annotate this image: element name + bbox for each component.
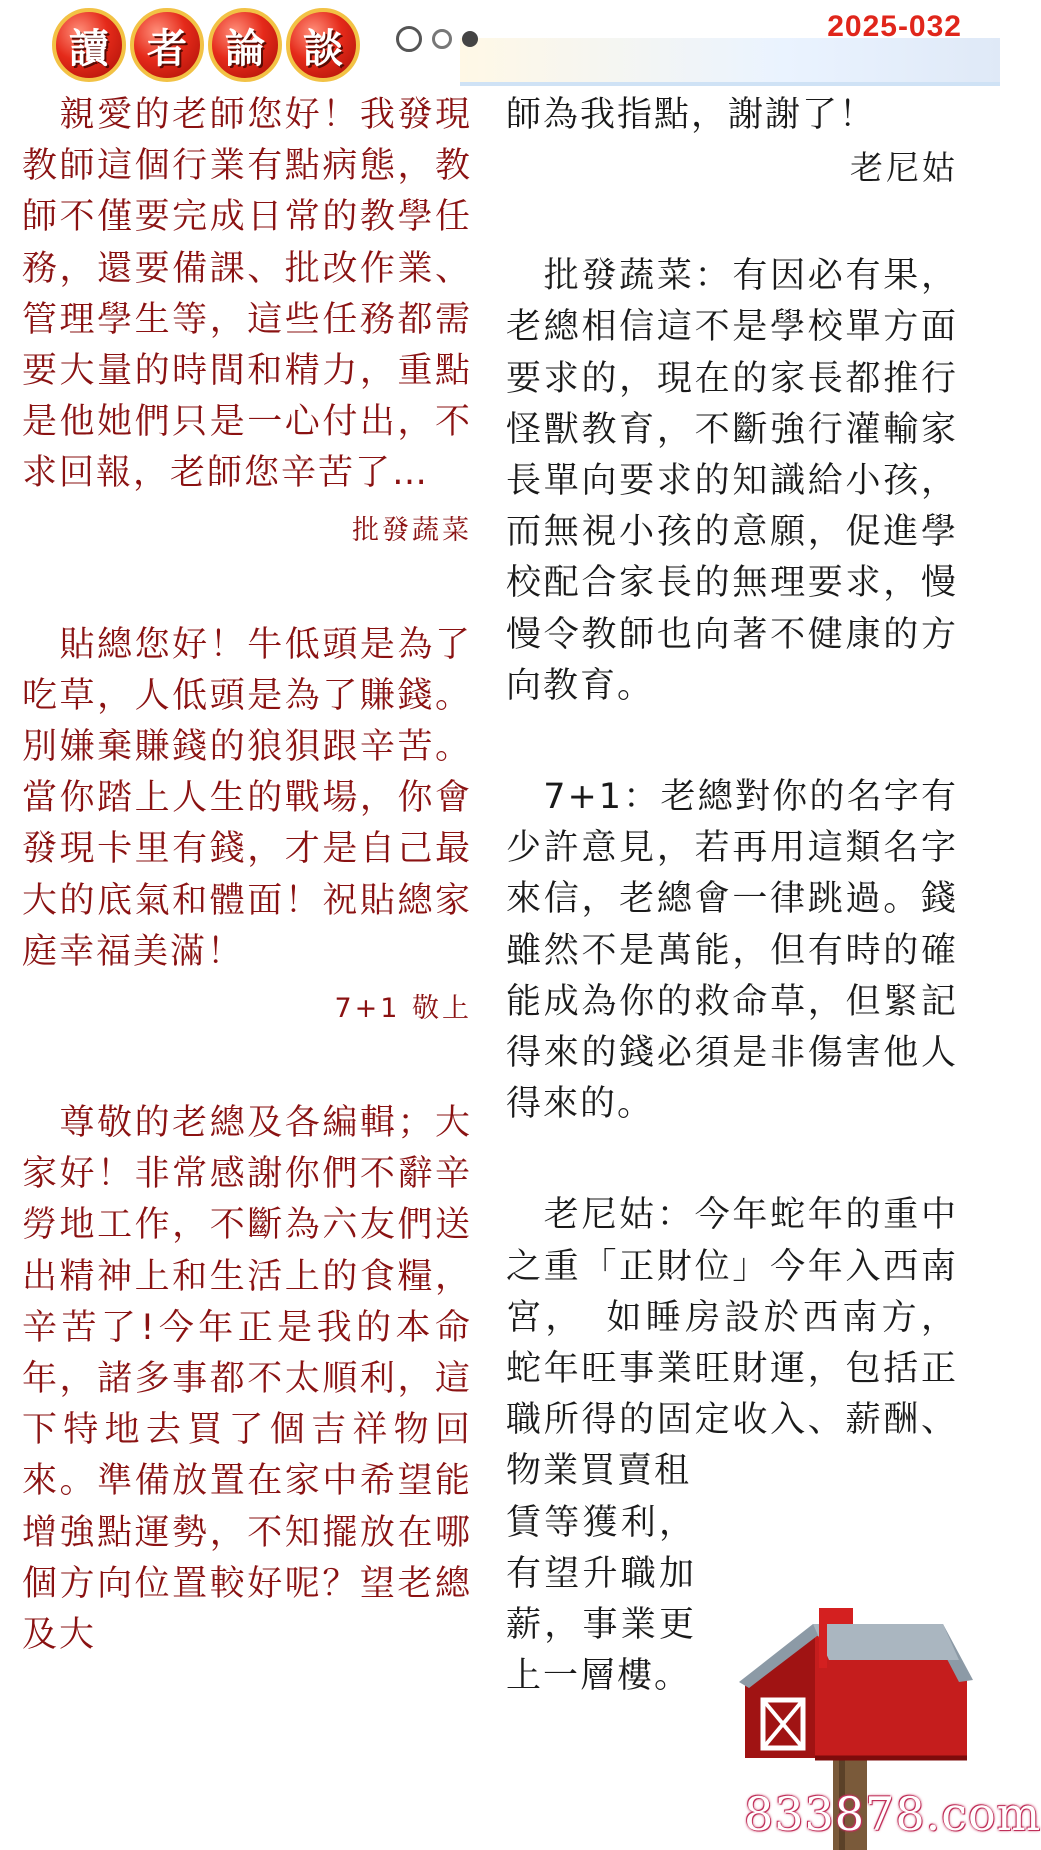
title-badge: 者 [130, 8, 204, 82]
watermark: 833878.com [744, 1787, 1041, 1841]
letter-text: 貼總您好！牛低頭是為了吃草，人低頭是為了賺錢。別嫌棄賺錢的狼狽跟辛苦。當你踏上人生的戰場，你會發現卡里有錢，才是自己最大的底氣和體面！祝貼總家庭幸福美滿！ [22, 624, 472, 972]
letter-signature: 批發蔬菜 [352, 514, 472, 546]
circle-icon [396, 26, 422, 52]
reply-text: 7+1：老總對你的名字有少許意見，若再用這類名字來信，老總會一律跳過。錢雖然不是萬能，但有時的確能成為你的救命草，但緊記得來的錢必須是非傷害他人得來的。 [506, 777, 958, 1125]
letter-text: 尊敬的老總及各編輯；大家好！非常感謝你們不辭辛勞地工作，不斷為六友們送出精神上和生活上的食糧，辛苦了!今年正是我的本命年，諸多事都不太順利，這下特地去買了個吉祥物回來。準備放置在家中希望能增強點運勢，不知擺放在哪個方向位置較好呢？望老總及大 [22, 1103, 472, 1656]
circle-icon [432, 29, 452, 49]
header [0, 0, 1000, 90]
reply-text: 老尼姑：今年蛇年的重中之重「正財位」今年入西南宮， 如睡房設於西南方，蛇年旺事業旺財運，包括正職所得的固定收入、薪酬、物業買賣租 [506, 1195, 958, 1492]
reply-text: 賃等獲利，有望升職加薪，事業更上一層樓。 [506, 1502, 696, 1697]
letter-signature: 老尼姑 [850, 148, 958, 188]
title-badge: 讀 [52, 8, 126, 82]
reply-text: 批發蔬菜：有因必有果，老總相信這不是學校單方面要求的，現在的家長都推行怪獸教育，不斷強行灌輸家長單向要求的知識給小孩，而無視小孩的意願，促進學校配合家長的無理要求，慢慢令教師也向著不健康的方向教育。 [506, 256, 958, 706]
title-badge: 談 [286, 8, 360, 82]
letter-text: 師為我指點，謝謝了！ [506, 95, 877, 135]
left-column [22, 90, 472, 1661]
letter-text: 親愛的老師您好！我發現教師這個行業有點病態，教師不僅要完成日常的教學任務，還要備課、批改作業、管理學生等，這些任務都需要大量的時間和精力，重點是他她們只是一心付出，不求回報，老師您辛苦了… [22, 95, 472, 494]
decorative-dots [396, 26, 478, 52]
column-title [52, 8, 360, 82]
issue-number: 2025-032 [827, 10, 962, 43]
letter-signature: 7+1 敬上 [334, 993, 472, 1025]
dot-icon [462, 31, 478, 47]
right-column [506, 90, 958, 1702]
title-badge: 論 [208, 8, 282, 82]
header-band [460, 38, 1000, 86]
